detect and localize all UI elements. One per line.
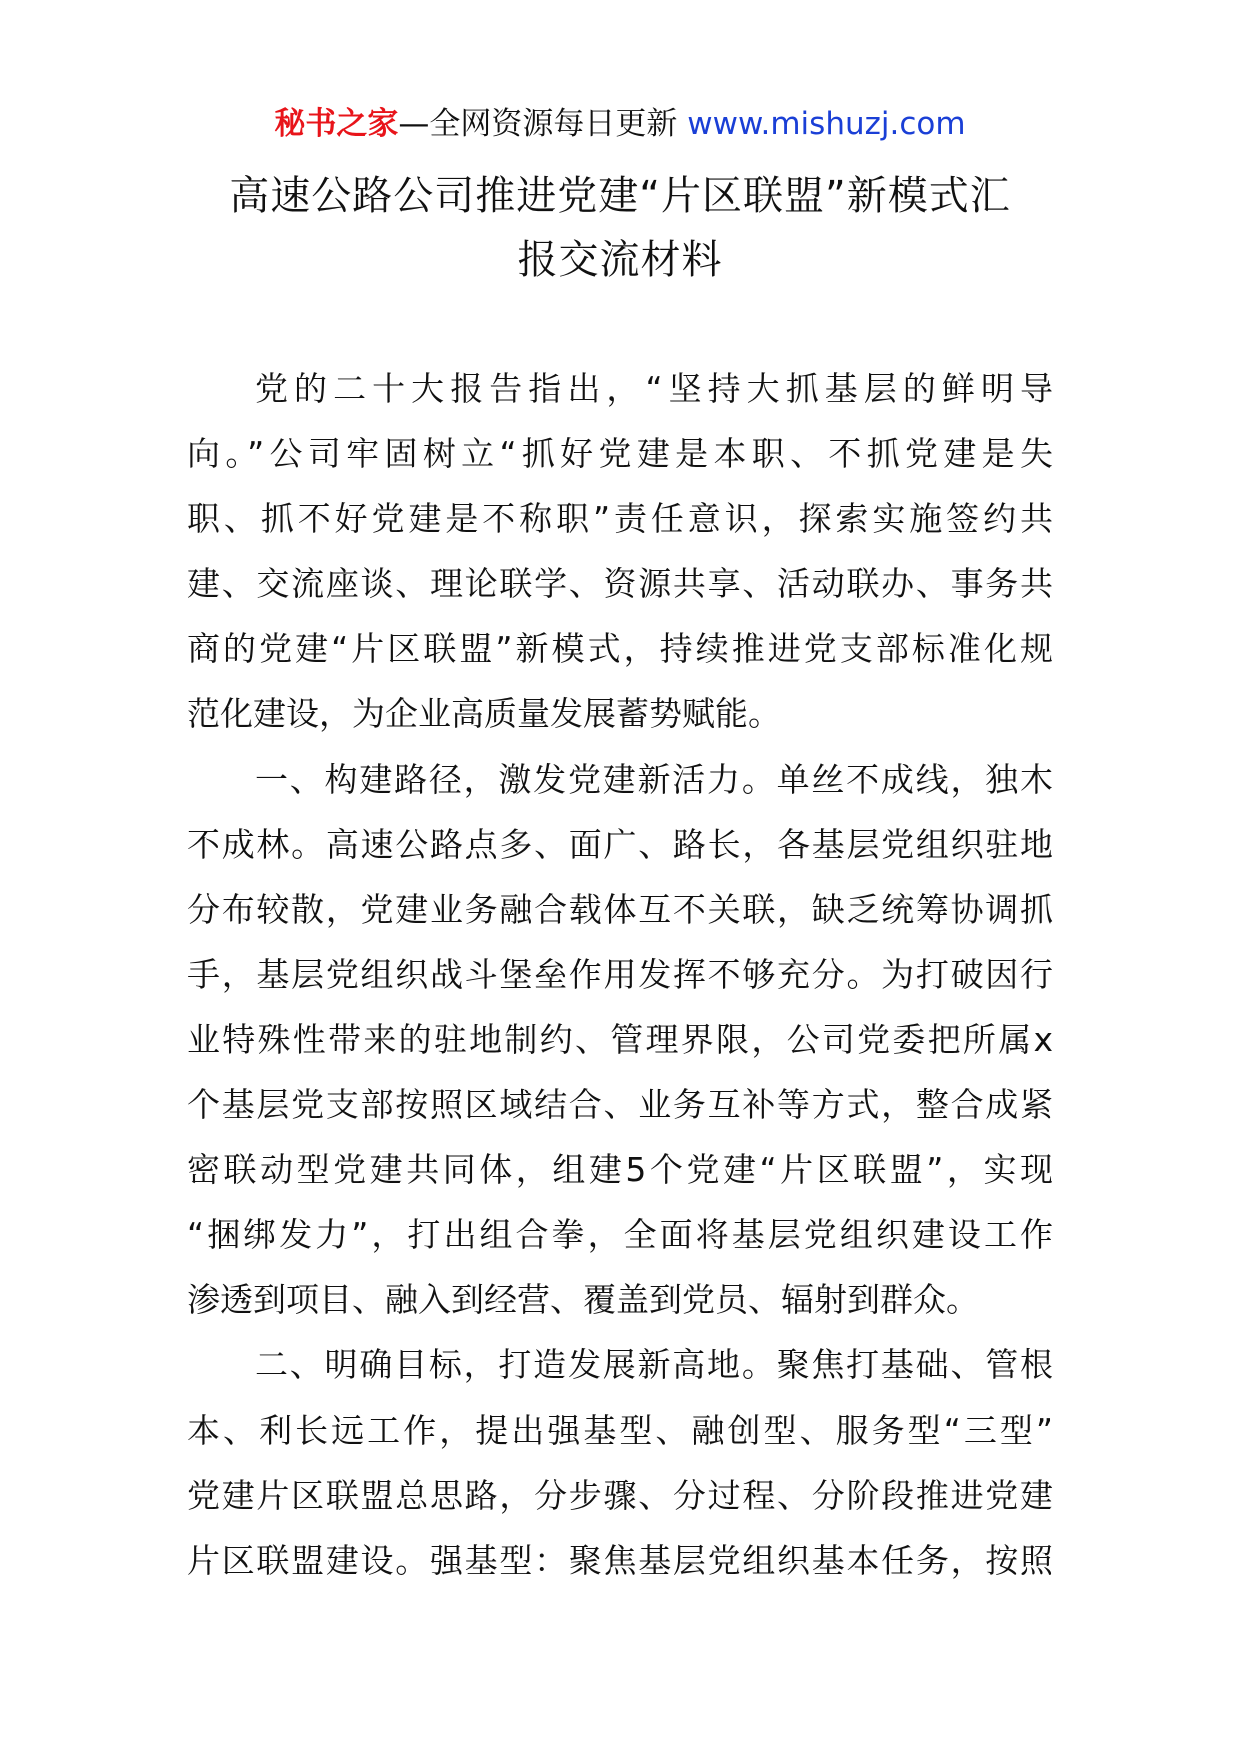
document-title <box>180 164 1060 292</box>
text-line: 党建片区联盟总思路，分步骤、分过程、分阶段推进党建 <box>187 1475 1053 1515</box>
brand-name: 秘书之家 <box>274 106 399 142</box>
text-line: 密联动型党建共同体，组建5个党建“片区联盟”，实现 <box>187 1150 1053 1190</box>
text-line: 片区联盟建设。强基型：聚焦基层党组织基本任务，按照 <box>187 1540 1053 1580</box>
paragraph-intro <box>187 356 1053 747</box>
text-line: 分布较散，党建业务融合载体互不关联，缺乏统筹协调抓 <box>187 889 1053 929</box>
text-line: 本、利长远工作，提出强基型、融创型、服务型“三型” <box>187 1410 1053 1450</box>
site-banner <box>0 104 1240 144</box>
title-line-2: 报交流材料 <box>517 237 723 283</box>
text-line: 向。”公司牢固树立“抓好党建是本职、不抓党建是失 <box>187 434 1053 474</box>
text-line: 范化建设，为企业高质量发展蓄势赋能。 <box>187 694 781 734</box>
document-body <box>187 356 1053 1593</box>
text-line: 不成林。高速公路点多、面广、路长，各基层党组织驻地 <box>187 824 1053 864</box>
paragraph-section-1 <box>187 747 1053 1333</box>
text-line: 渗透到项目、融入到经营、覆盖到党员、辐射到群众。 <box>187 1280 979 1320</box>
text-line: 业特殊性带来的驻地制约、管理界限，公司党委把所属x <box>187 1019 1053 1059</box>
text-line: 二、明确目标，打造发展新高地。聚焦打基础、管根 <box>255 1345 1053 1385</box>
title-line-1: 高速公路公司推进党建“片区联盟”新模式汇 <box>229 173 1011 219</box>
text-line: 手，基层党组织战斗堡垒作用发挥不够充分。为打破因行 <box>187 954 1053 994</box>
text-line: 党的二十大报告指出，“坚持大抓基层的鲜明导 <box>255 369 1053 408</box>
text-line: 建、交流座谈、理论联学、资源共享、活动联办、事务共 <box>187 564 1053 604</box>
paragraph-section-2 <box>187 1332 1053 1592</box>
text-line: 商的党建“片区联盟”新模式，持续推进党支部标准化规 <box>187 629 1053 669</box>
text-line: 个基层党支部按照区域结合、业务互补等方式，整合成紧 <box>187 1085 1053 1125</box>
text-line: 职、抓不好党建是不称职”责任意识，探索实施签约共 <box>187 499 1053 539</box>
site-url-link[interactable]: www.mishuzj.com <box>687 106 966 142</box>
text-line: 一、构建路径，激发党建新活力。单丝不成线，独木 <box>255 759 1053 799</box>
text-line: “捆绑发力”，打出组合拳，全面将基层党组织建设工作 <box>187 1215 1053 1255</box>
banner-tagline: —全网资源每日更新 <box>398 106 678 142</box>
